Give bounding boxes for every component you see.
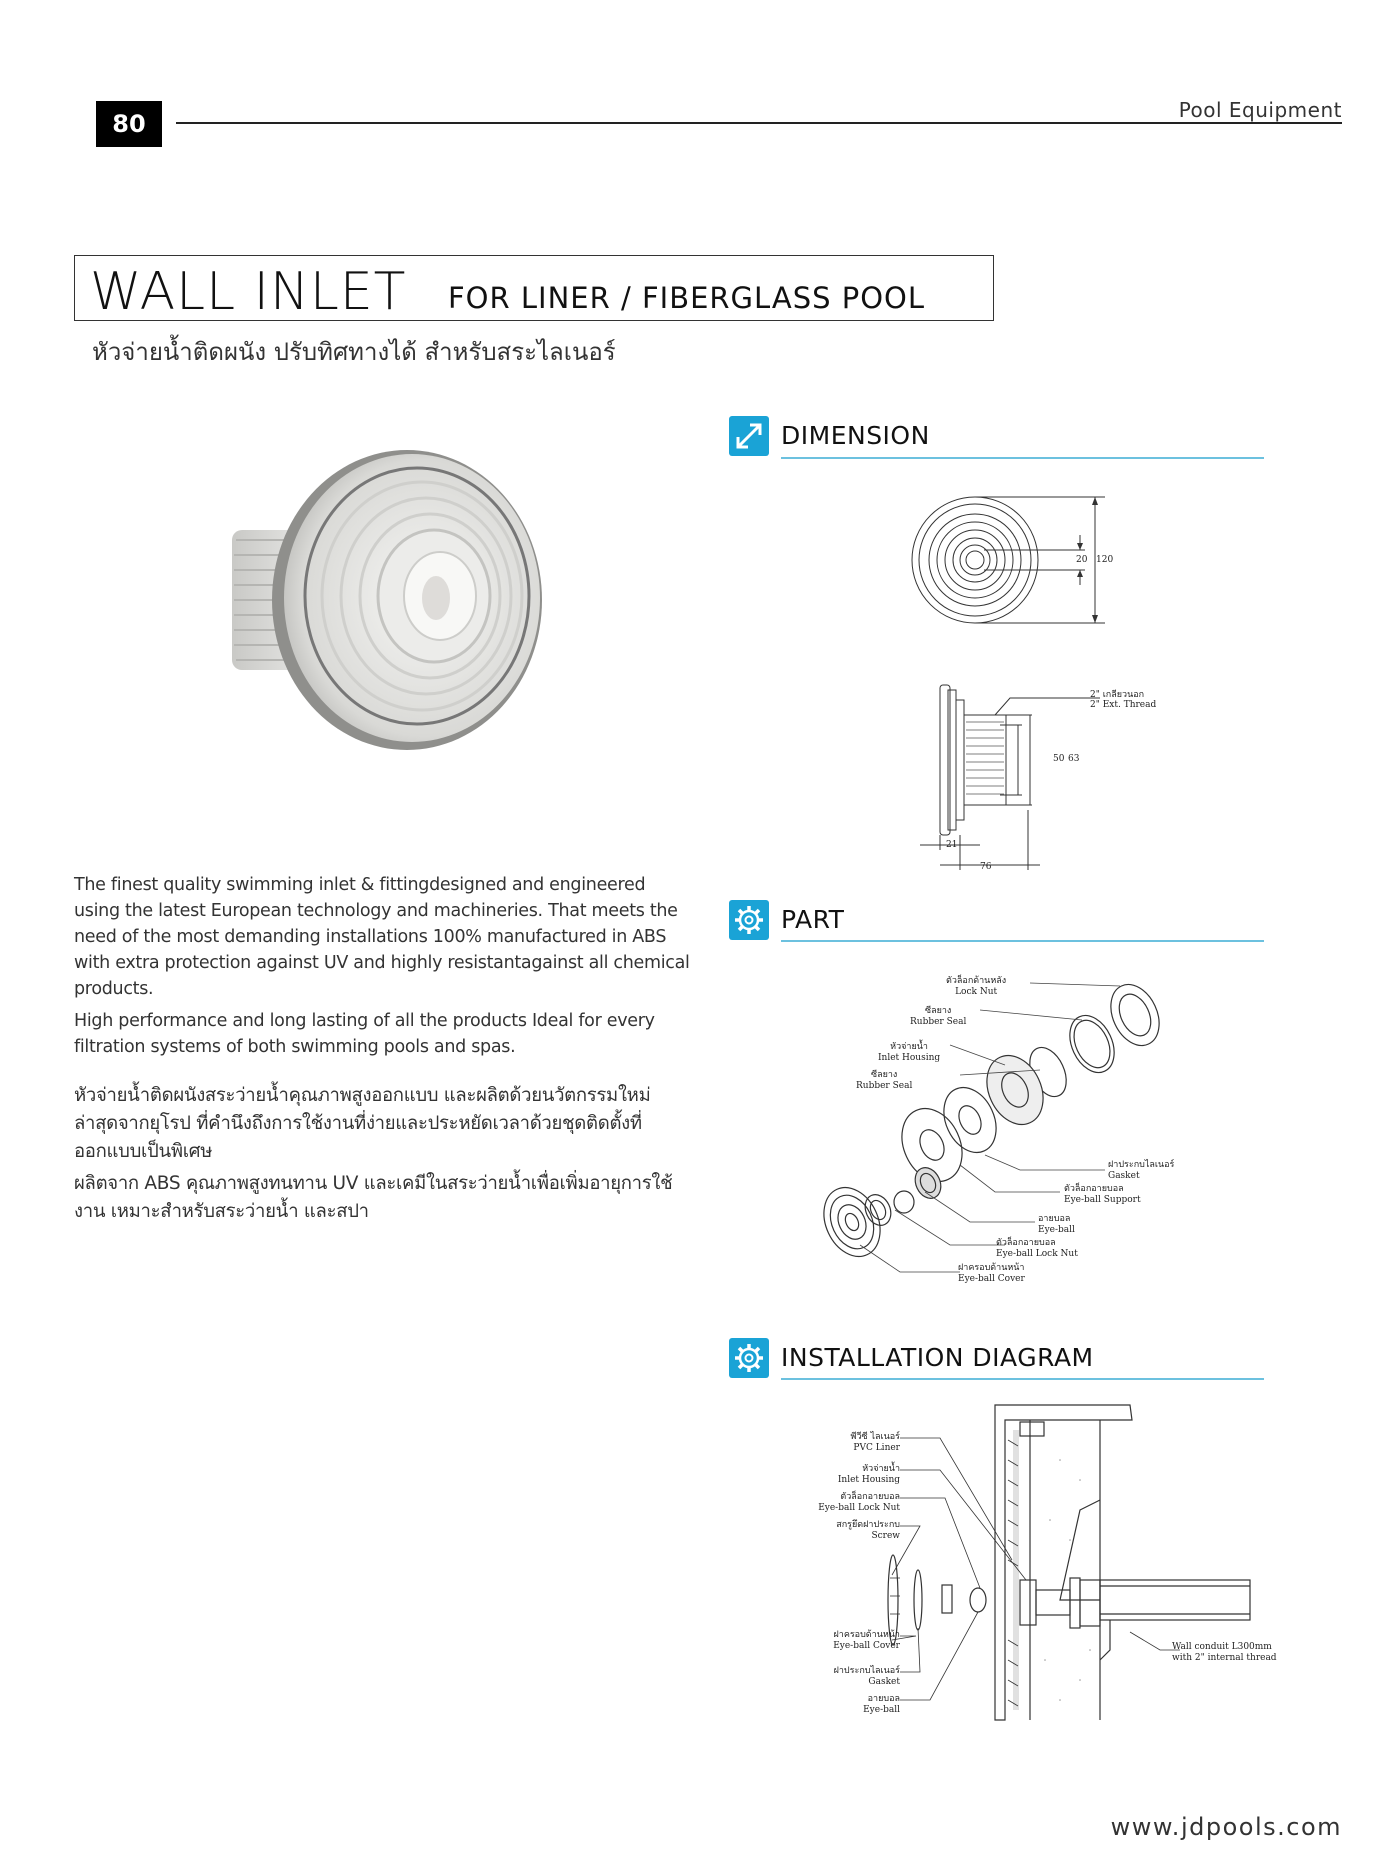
resize-arrow-icon [729, 416, 769, 456]
part-label-eyeball: อายบอล Eye-ball [1038, 1214, 1075, 1235]
gear-icon [729, 900, 769, 940]
part-label-rubber-seal-2: ซีลยาง Rubber Seal [856, 1070, 913, 1091]
dim-21-label: 21 [946, 840, 958, 850]
part-rule [781, 940, 1264, 942]
install-label-pvc-liner: พีวีซี ไลเนอร์ PVC Liner [850, 1432, 900, 1453]
dimension-rule [781, 457, 1264, 459]
installation-rule [781, 1378, 1264, 1380]
section-label: Pool Equipment [1178, 98, 1342, 122]
header-rule [176, 122, 1342, 124]
footer-url[interactable]: www.jdpools.com [1110, 1813, 1342, 1841]
part-label-gasket: ฝาประกบไลเนอร์ Gasket [1108, 1160, 1175, 1181]
part-label-eyeball-lock-nut: ตัวล็อกอายบอล Eye-ball Lock Nut [996, 1238, 1078, 1259]
install-label-eyeball-lock-nut: ตัวล็อกอายบอล Eye-ball Lock Nut [818, 1492, 900, 1513]
install-label-eyeball-cover: ฝาครอบด้านหน้า Eye-ball Cover [833, 1630, 900, 1651]
install-label-eyeball: อายบอล Eye-ball [863, 1694, 900, 1715]
page-number: 80 [96, 101, 162, 147]
thread-en-label: 2" Ext. Thread [1090, 700, 1157, 710]
thread-th-label: 2" เกลียวนอก [1090, 690, 1145, 700]
part-label-rubber-seal-1: ซีลยาง Rubber Seal [910, 1006, 967, 1027]
install-label-inlet-housing: หัวจ่ายน้ำ Inlet Housing [837, 1464, 900, 1485]
install-label-wall-conduit: Wall conduit L300mm with 2" internal thread [1172, 1642, 1277, 1663]
part-heading: PART [781, 905, 845, 934]
part-label-eyeball-support: ตัวล็อกอายบอล Eye-ball Support [1064, 1184, 1141, 1205]
page-subtitle: FOR LINER / FIBERGLASS POOL [448, 281, 926, 315]
dim-120-label: 120 [1096, 555, 1114, 565]
product-photo [222, 430, 542, 750]
installation-heading: INSTALLATION DIAGRAM [781, 1343, 1094, 1372]
dim-76-label: 76 [980, 862, 992, 872]
install-label-gasket: ฝาประกบไลเนอร์ Gasket [833, 1666, 900, 1687]
description-th-2: ผลิตจาก ABS คุณภาพสูงทนทาน UV และเคมีในสระว่ายน้ำเพื่อเพิ่มอายุการใช้งาน เหมาะสำหรับสระว่ายน้ำ และสปา [74, 1173, 673, 1222]
description-en-2: High performance and long lasting of all the products Ideal for every filtration systems of both swimming pools and spas. [74, 1011, 655, 1057]
part-label-eyeball-cover: ฝาครอบด้านหน้า Eye-ball Cover [958, 1263, 1025, 1284]
dimension-heading: DIMENSION [781, 421, 930, 450]
dim-63-label: 63 [1068, 754, 1080, 764]
description-th-1: หัวจ่ายน้ำติดผนังสระว่ายน้ำคุณภาพสูงออกแบบ และผลิตด้วยนวัตกรรมใหม่ล่าสุดจากยุโรป ที่คำนึงถึงการใช้งานที่ง่ายและประหยัดเวลาด้วยชุดติดตั้งที่ออกแบบเป็นพิเศษ [74, 1085, 651, 1162]
gear-icon [729, 1338, 769, 1378]
description-en-1: The finest quality swimming inlet & fittingdesigned and engineered using the latest European technology and machineries. That meets the need of the most demanding installations 100% manufactured in ABS with extra protection against UV and highly resistantagainst all chemical products. [74, 875, 690, 999]
thai-subtitle: หัวจ่ายน้ำติดผนัง ปรับทิศทางได้ สำหรับสระไลเนอร์ [92, 338, 616, 366]
part-label-lock-nut: ตัวล็อกด้านหลัง Lock Nut [946, 976, 1007, 997]
part-label-inlet-housing: หัวจ่ายน้ำ Inlet Housing [878, 1042, 941, 1063]
install-label-screw: สกรูยึดฝาประกบ Screw [836, 1520, 900, 1541]
dim-50-label: 50 [1053, 754, 1065, 764]
page-title: WALL INLET [90, 262, 407, 322]
dim-20-label: 20 [1076, 555, 1088, 565]
